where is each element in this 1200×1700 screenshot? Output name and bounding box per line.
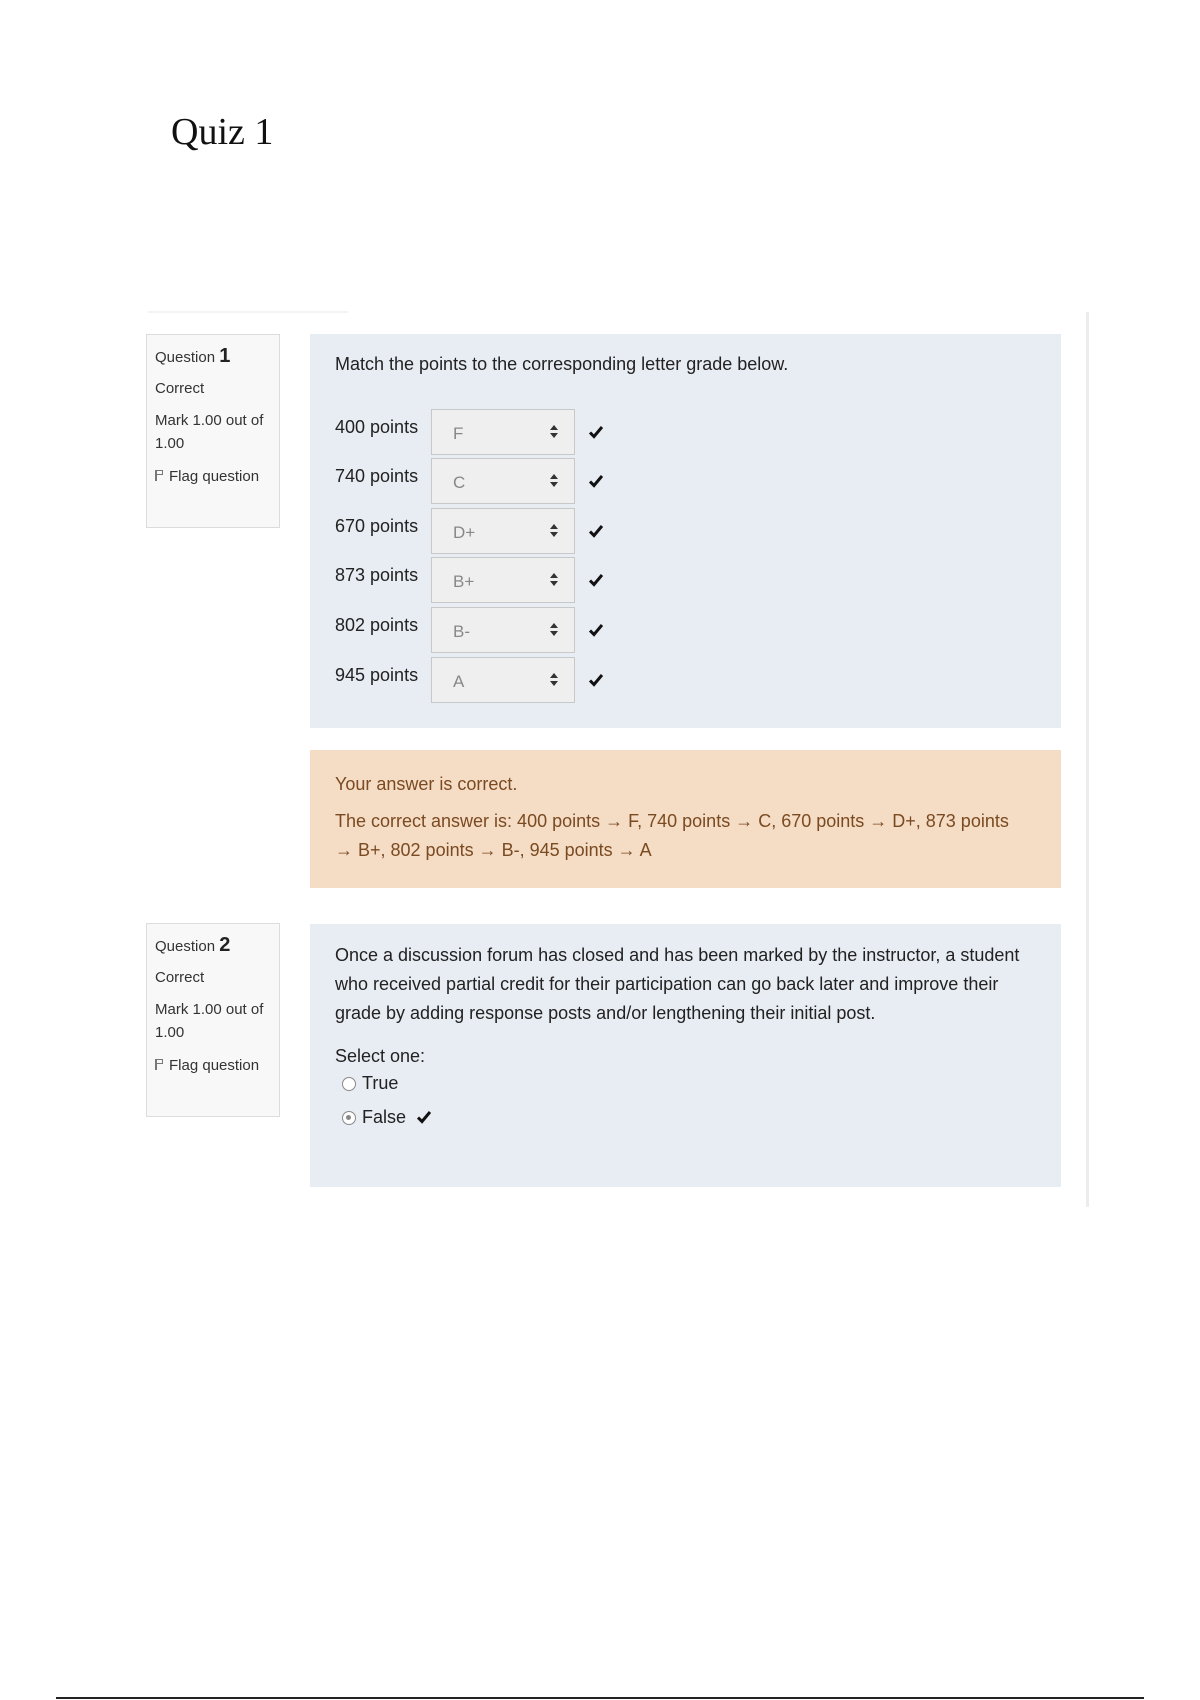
question-text: Match the points to the corresponding letter grade below.: [335, 354, 789, 374]
flag-question-link[interactable]: Flag question: [155, 1054, 271, 1077]
question-number: Question 2: [155, 934, 231, 956]
radio-button[interactable]: [342, 1111, 356, 1125]
grade-select[interactable]: A: [431, 657, 575, 703]
match-row: [335, 409, 635, 457]
divider: [148, 311, 348, 313]
question-text: Once a discussion forum has closed and has been marked by the instructor, a student who received partial credit for their participation can go back later and improve their grade by adding response posts and/or lengthening their initial post.: [335, 945, 1020, 1023]
match-row: [335, 657, 635, 705]
match-row: [335, 557, 635, 605]
updown-icon: [550, 524, 558, 538]
answer-option-false[interactable]: False: [335, 1107, 1036, 1135]
match-stem: 670 points: [335, 516, 419, 536]
question-2-info: [146, 923, 280, 1117]
grade-select[interactable]: D+: [431, 508, 575, 554]
match-row: [335, 607, 635, 655]
question-grade: Mark 1.00 out of 1.00: [155, 412, 264, 452]
radio-button[interactable]: [342, 1077, 356, 1091]
updown-icon: [550, 425, 558, 439]
question-grade: Mark 1.00 out of 1.00: [155, 1001, 264, 1041]
grade-select[interactable]: B+: [431, 557, 575, 603]
check-icon: [589, 572, 603, 588]
check-icon: [589, 424, 603, 440]
check-icon: [417, 1109, 431, 1125]
match-stem: 873 points: [335, 565, 419, 585]
answer-option-true[interactable]: True: [335, 1073, 1036, 1101]
question-1-info: [146, 334, 280, 528]
check-icon: [589, 672, 603, 688]
page-title: Quiz 1: [171, 111, 274, 153]
grade-select[interactable]: C: [431, 458, 575, 504]
question-state: Correct: [155, 969, 205, 986]
select-one-label: Select one:: [335, 1046, 426, 1066]
updown-icon: [550, 573, 558, 587]
match-stem: 802 points: [335, 615, 419, 635]
question-state: Correct: [155, 380, 205, 397]
check-icon: [589, 622, 603, 638]
match-row: [335, 508, 635, 556]
check-icon: [589, 473, 603, 489]
updown-icon: [550, 474, 558, 488]
flag-icon: [155, 470, 163, 481]
flag-question-link[interactable]: Flag question: [155, 465, 271, 488]
divider: [1086, 312, 1089, 1207]
question-number: Question 1: [155, 345, 231, 367]
general-feedback: Your answer is correct.: [335, 774, 518, 794]
question-1-feedback: [310, 750, 1061, 888]
match-stem: 400 points: [335, 417, 419, 437]
check-icon: [589, 523, 603, 539]
question-1-formulation: [310, 334, 1061, 728]
flag-icon: [155, 1059, 163, 1070]
updown-icon: [550, 623, 558, 637]
right-answer: The correct answer is: 400 points → F, 740 points → C, 670 points → D+, 873 points → B+, 802 points → B-, 945 points → A: [335, 811, 1009, 860]
match-row: [335, 458, 635, 506]
question-2-formulation: [310, 924, 1061, 1187]
grade-select[interactable]: F: [431, 409, 575, 455]
updown-icon: [550, 673, 558, 687]
match-stem: 740 points: [335, 466, 419, 486]
divider: [56, 1697, 1144, 1699]
match-stem: 945 points: [335, 665, 419, 685]
grade-select[interactable]: B-: [431, 607, 575, 653]
